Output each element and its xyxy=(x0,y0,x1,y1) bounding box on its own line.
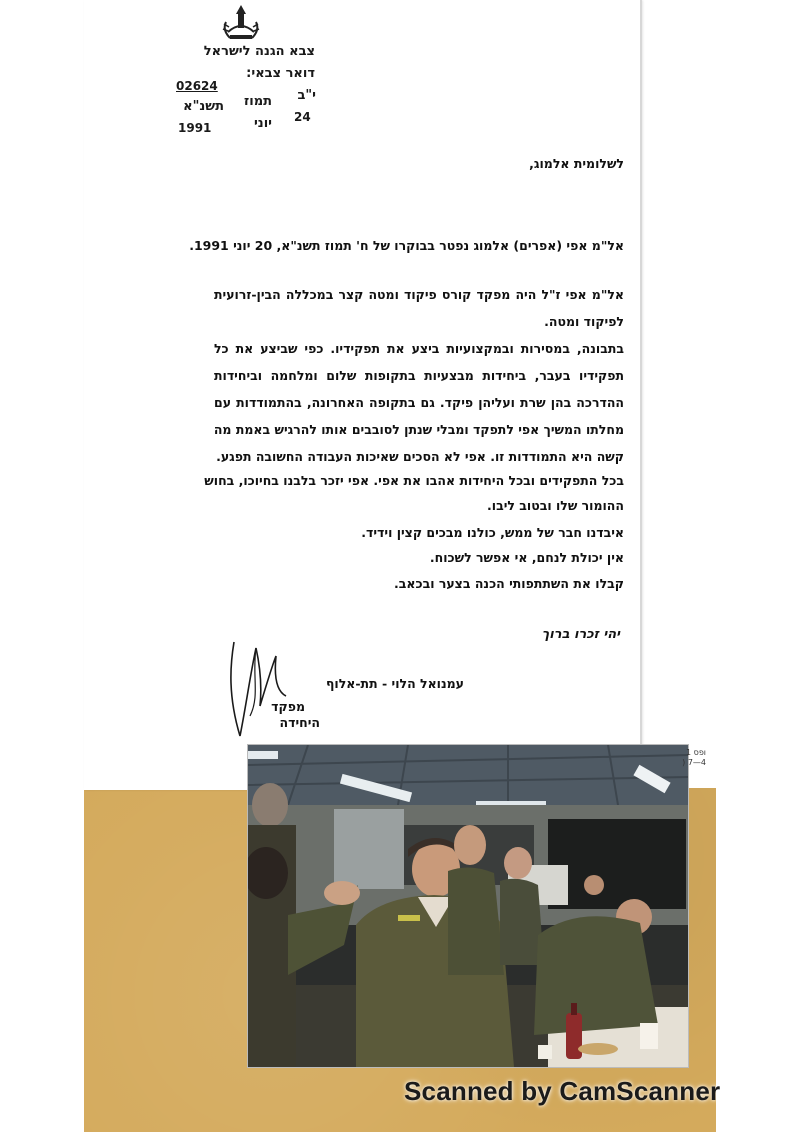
body-line: ההומור שלו ובטוב ליבו. xyxy=(487,498,624,513)
body-line: איבדנו חבר של ממש, כולנו מבכים קצין וידיד. xyxy=(361,525,624,540)
photo-edge-text xyxy=(682,748,706,768)
body-line: אל"מ אפי ז"ל היה מפקד קורס פיקוד ומטה קצר במכללה הבין-זרועית xyxy=(214,287,624,302)
salutation: לשלומית אלמוג, xyxy=(529,156,624,171)
greg-year: 1991 xyxy=(178,121,212,135)
opening-line: אל"מ אפי (אפרים) אלמוג נפטר בבוקרו של ח' תמוז תשנ"א, 20 יוני 1991. xyxy=(189,238,624,253)
signatory-unit: היחידה xyxy=(279,715,320,730)
body-line: לפיקוד ומטה. xyxy=(544,314,624,329)
photograph xyxy=(248,745,688,1067)
mail-number: 02624 xyxy=(176,79,218,93)
body-line: תפקידיו בעבר, ביחידות מבצעיות בתקופות שלום ומלחמה וביחידות xyxy=(214,368,624,383)
hebrew-month: תמוז xyxy=(244,94,272,109)
body-line: בכל התפקידים ובכל היחידות אהבו את אפי. אפי יזכר בלבנו בחיוכו, בחוש xyxy=(204,473,624,488)
hebrew-year: תשנ"א xyxy=(183,99,224,114)
body-line: קשה היא התמודדות זו. אפי לא הסכים שאיכות העבודה החשובה תפגע. xyxy=(216,449,624,464)
photo-image xyxy=(248,745,688,1067)
camscanner-watermark: Scanned by CamScanner xyxy=(404,1076,721,1106)
unit-name: צבא הגנה לישראל xyxy=(203,44,315,59)
body-line: בתבונה, במסירות ובמקצועיות ביצע את תפקידיו. כפי שביצע את כל xyxy=(214,341,624,356)
greg-month: יוני xyxy=(253,116,272,131)
body-line: אין יכולת לנחם, אי אפשר לשכוח. xyxy=(429,550,624,565)
greg-day: 24 xyxy=(294,110,311,124)
body-line: ההדרכה בהן שרת ועליהן פיקד. גם בתקופה האחרונה, בהתמודדות עם xyxy=(214,395,624,410)
edge-text-line: ופס 1 xyxy=(685,748,706,757)
body-line: מחלתו המשיך אפי לתפקד ומבלי שנתן לסובבים אותו להרגיש באמת מה xyxy=(213,422,624,437)
hebrew-day: י"ב xyxy=(297,88,316,103)
mail-label: דואר צבאי: xyxy=(246,66,315,81)
edge-text-line: 4—7 ( xyxy=(682,758,706,767)
closing: יהי זכרו ברוך xyxy=(541,627,620,642)
body-line: קבלו את השתתפותי הכנה בצער ובכאב. xyxy=(394,576,624,591)
idf-emblem-icon xyxy=(218,2,264,42)
signatory-role: מפקד xyxy=(271,699,305,714)
signatory-name: עמנואל הלוי - תת-אלוף xyxy=(325,676,464,691)
